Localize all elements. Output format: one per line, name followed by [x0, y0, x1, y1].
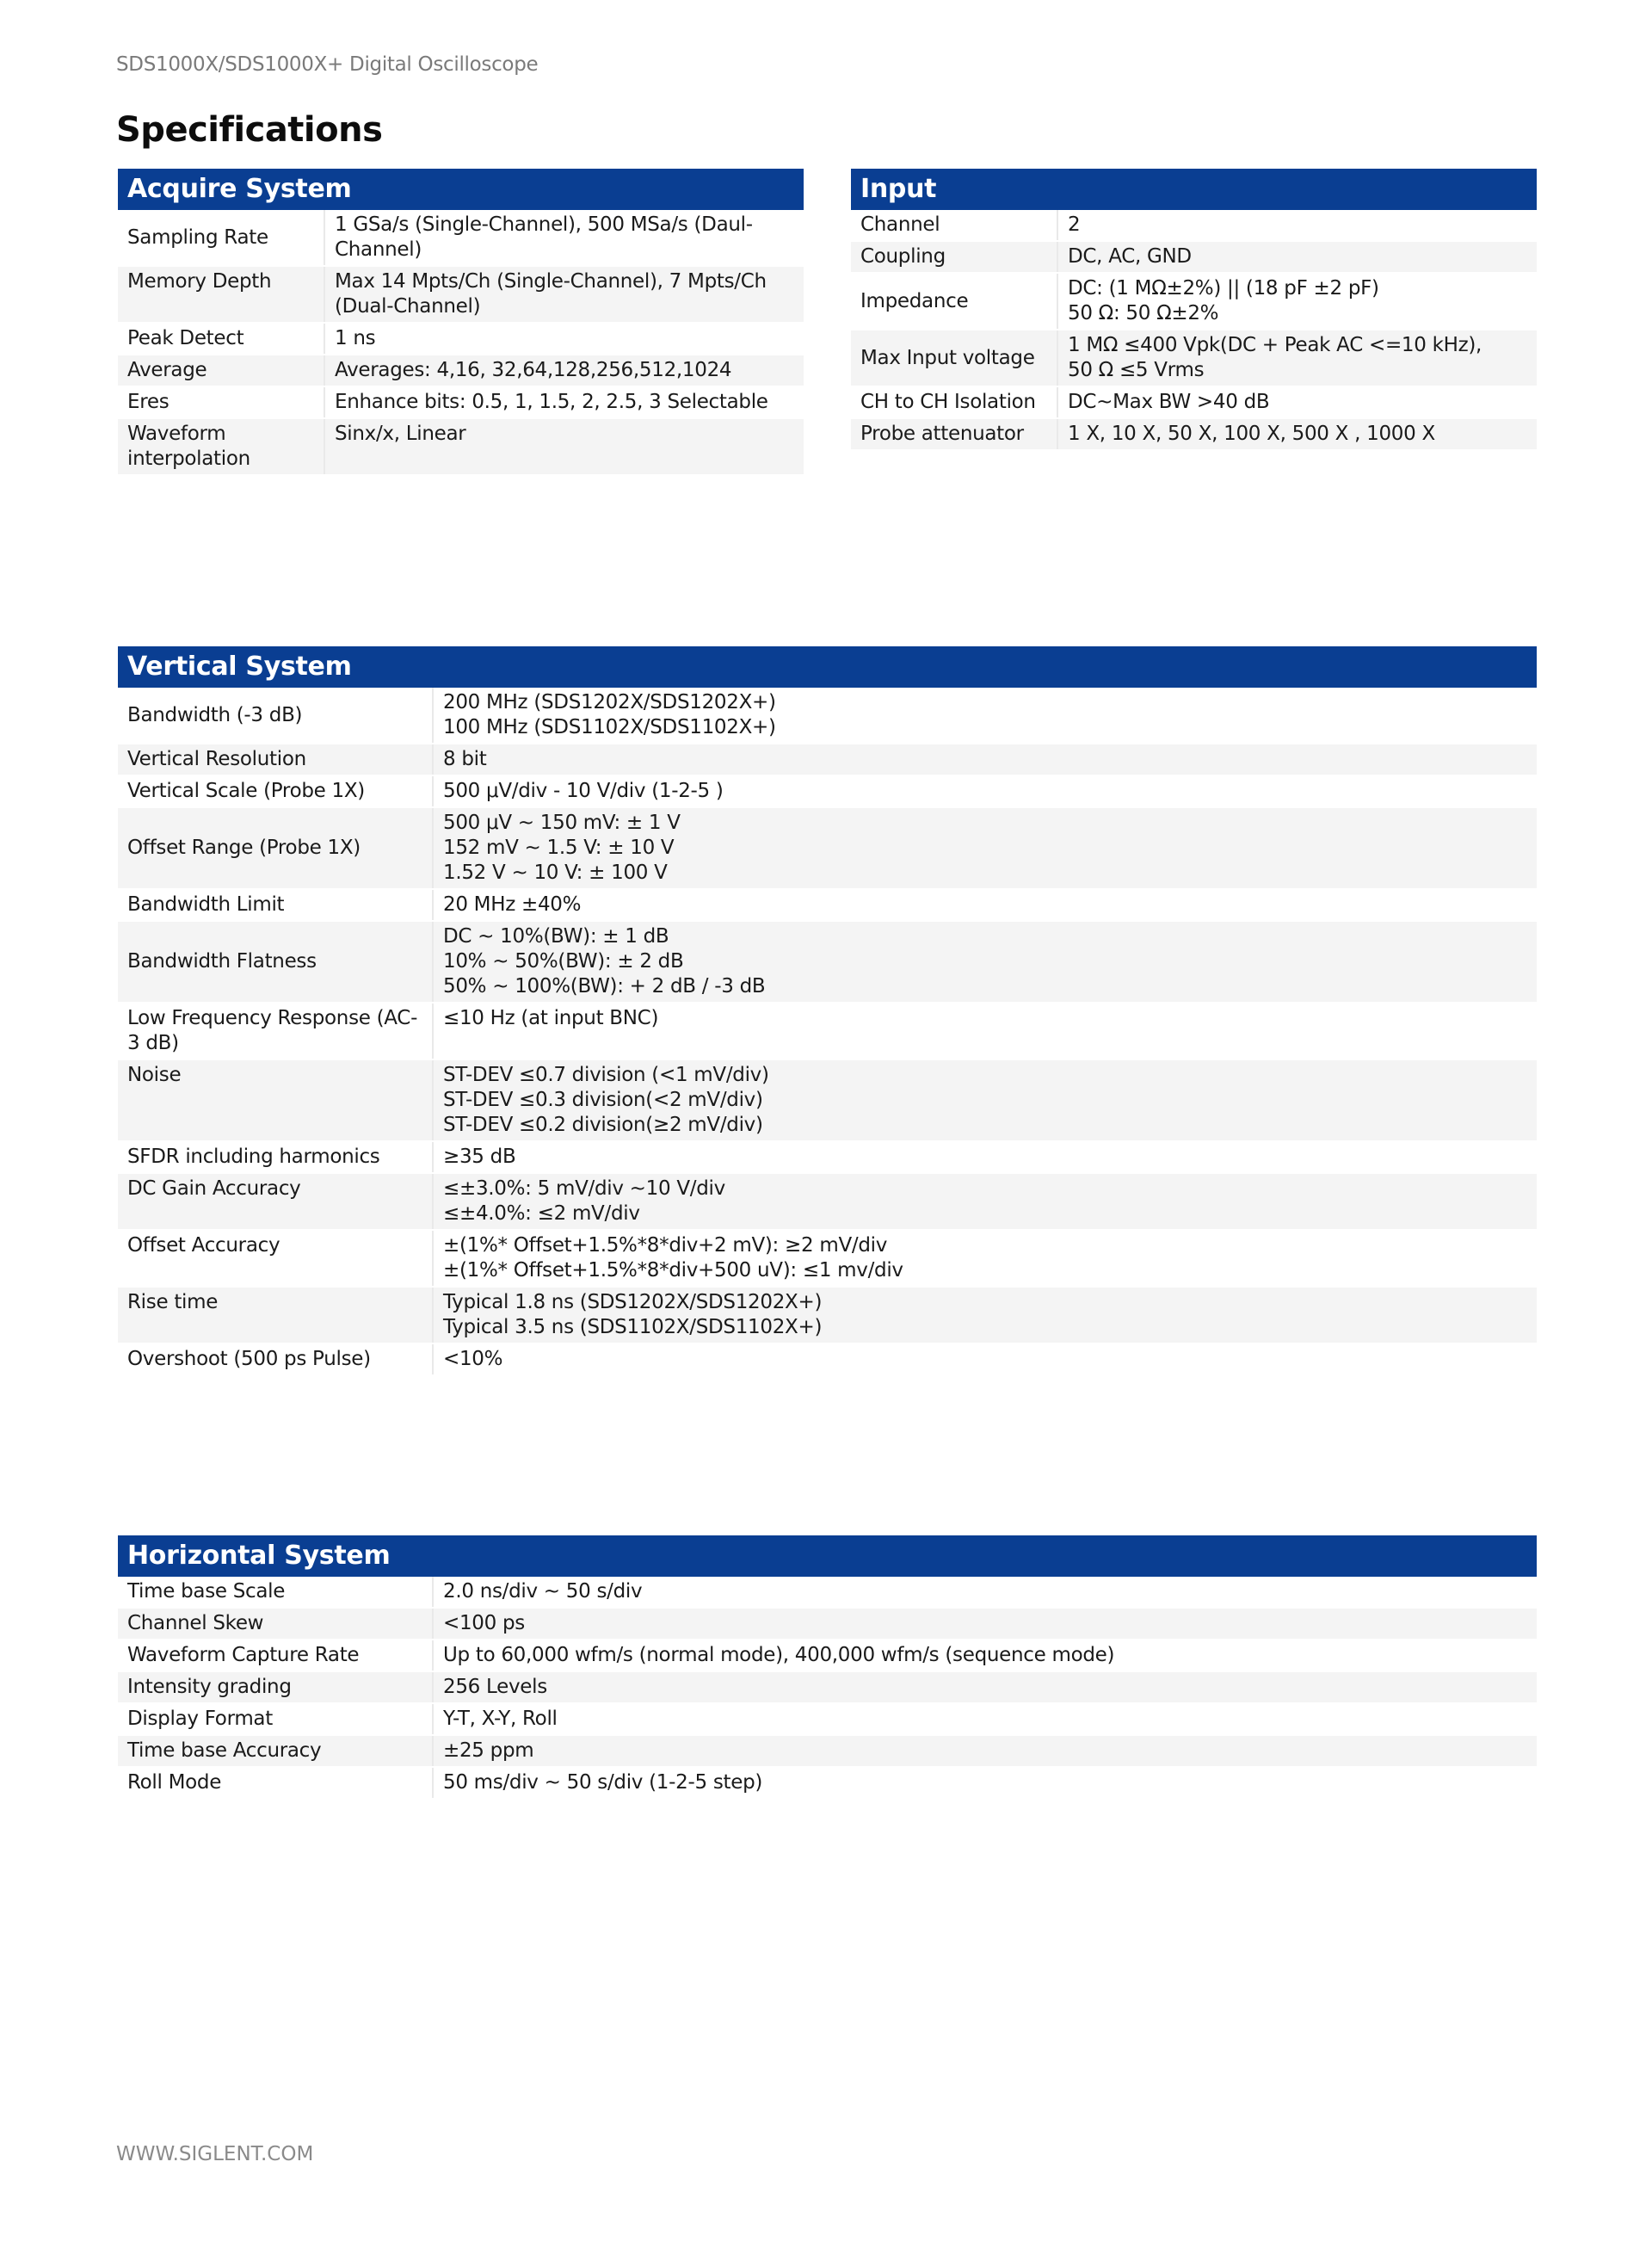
spec-value — [433, 1230, 1537, 1287]
spec-value-line: Y-T, X-Y, Roll — [443, 1708, 558, 1730]
spec-value-line: 1 GSa/s (Single-Channel), 500 MSa/s (Daul-Channel) — [335, 213, 753, 261]
spec-label: Impedance — [851, 273, 1057, 330]
section-title: Acquire System — [118, 169, 804, 210]
spec-label: Average — [118, 355, 324, 386]
spec-row — [118, 1173, 1537, 1230]
spec-row — [118, 1343, 1537, 1375]
spec-value — [1057, 241, 1537, 273]
spec-value — [1057, 210, 1537, 241]
spec-label: Bandwidth Flatness — [118, 921, 433, 1003]
spec-label: Max Input voltage — [851, 330, 1057, 386]
spec-label: DC Gain Accuracy — [118, 1173, 433, 1230]
spec-label: Bandwidth Limit — [118, 889, 433, 921]
spec-value-line: 500 μV/div - 10 V/div (1-2-5 ) — [443, 780, 724, 802]
spec-value — [433, 1059, 1537, 1141]
spec-value-line: ST-DEV ≤0.2 division(≥2 mV/div) — [443, 1114, 763, 1136]
spec-row — [851, 273, 1537, 330]
spec-value-line: ST-DEV ≤0.3 division(<2 mV/div) — [443, 1089, 763, 1111]
spec-label: Memory Depth — [118, 266, 324, 323]
spec-value-line: DC: (1 MΩ±2%) || (18 pF ±2 pF) — [1068, 277, 1379, 300]
spec-label: Peak Detect — [118, 323, 324, 355]
spec-value-line: ±25 ppm — [443, 1739, 534, 1762]
spec-value-line: Up to 60,000 wfm/s (normal mode), 400,000 wfm/s (sequence mode) — [443, 1644, 1115, 1666]
spec-value — [433, 1671, 1537, 1703]
spec-label: Offset Range (Probe 1X) — [118, 807, 433, 889]
spec-value — [1057, 330, 1537, 386]
spec-row — [118, 1608, 1537, 1640]
section-title: Horizontal System — [118, 1535, 1537, 1577]
spec-value-line: 1 ns — [335, 327, 376, 349]
spec-row — [118, 1671, 1537, 1703]
spec-row — [118, 775, 1537, 807]
spec-value-line: DC~Max BW >40 dB — [1068, 391, 1270, 413]
spec-label: Time base Scale — [118, 1577, 433, 1608]
spec-label: Offset Accuracy — [118, 1230, 433, 1287]
spec-value-line: 256 Levels — [443, 1676, 547, 1698]
spec-value-line: Sinx/x, Linear — [335, 423, 466, 445]
spec-value-line: ≤10 Hz (at input BNC) — [443, 1007, 659, 1029]
section-title: Vertical System — [118, 646, 1537, 688]
spec-label: Channel Skew — [118, 1608, 433, 1640]
spec-value — [433, 1608, 1537, 1640]
spec-label: Bandwidth (-3 dB) — [118, 688, 433, 744]
spec-row — [851, 386, 1537, 418]
horizontal-system-section — [118, 1535, 1537, 1800]
spec-value-line: 100 MHz (SDS1102X/SDS1102X+) — [443, 716, 776, 738]
spec-label: Waveform Capture Rate — [118, 1640, 433, 1671]
spec-row — [118, 807, 1537, 889]
spec-label: Noise — [118, 1059, 433, 1141]
spec-row — [118, 1141, 1537, 1173]
spec-value-line: Averages: 4,16, 32,64,128,256,512,1024 — [335, 359, 732, 381]
document-header: SDS1000X/SDS1000X+ Digital Oscilloscope — [116, 53, 539, 76]
spec-value — [433, 889, 1537, 921]
spec-value — [324, 210, 804, 266]
spec-label: SFDR including harmonics — [118, 1141, 433, 1173]
spec-label: Eres — [118, 386, 324, 418]
spec-value-line: ±(1%* Offset+1.5%*8*div+2 mV): ≥2 mV/div — [443, 1234, 888, 1257]
spec-value — [433, 1640, 1537, 1671]
spec-value — [433, 1003, 1537, 1059]
spec-value-line: Typical 3.5 ns (SDS1102X/SDS1102X+) — [443, 1316, 823, 1338]
spec-value-line: <10% — [443, 1348, 503, 1370]
spec-label: Probe attenuator — [851, 418, 1057, 450]
footer-website: WWW.SIGLENT.COM — [116, 2143, 314, 2165]
spec-value-line: ±(1%* Offset+1.5%*8*div+500 uV): ≤1 mv/div — [443, 1259, 903, 1282]
spec-value-line: 50 Ω ≤5 Vrms — [1068, 359, 1205, 381]
spec-row — [851, 330, 1537, 386]
spec-row — [118, 744, 1537, 775]
spec-label: Low Frequency Response (AC-3 dB) — [118, 1003, 433, 1059]
spec-value — [1057, 273, 1537, 330]
spec-value-line: <100 ps — [443, 1612, 525, 1634]
spec-value-line: 50% ~ 100%(BW): + 2 dB / -3 dB — [443, 975, 766, 997]
spec-table — [118, 688, 1537, 1376]
spec-table — [851, 210, 1537, 451]
spec-value-line: 1 MΩ ≤400 Vpk(DC + Peak AC <=10 kHz), — [1068, 334, 1482, 356]
spec-value-line: DC, AC, GND — [1068, 245, 1192, 268]
spec-value-line: DC ~ 10%(BW): ± 1 dB — [443, 925, 669, 948]
spec-value — [433, 1577, 1537, 1608]
spec-value-line: Enhance bits: 0.5, 1, 1.5, 2, 2.5, 3 Selectable — [335, 391, 768, 413]
spec-row — [118, 688, 1537, 744]
spec-value — [433, 1343, 1537, 1375]
spec-value-line: ≤±3.0%: 5 mV/div ~10 V/div — [443, 1177, 725, 1200]
spec-value-line: 2 — [1068, 213, 1081, 236]
spec-table — [118, 1577, 1537, 1800]
spec-row — [118, 323, 804, 355]
spec-value — [1057, 418, 1537, 450]
spec-row — [118, 418, 804, 475]
spec-row — [118, 1703, 1537, 1735]
spec-value — [433, 921, 1537, 1003]
spec-value — [433, 1141, 1537, 1173]
spec-value-line: ST-DEV ≤0.7 division (<1 mV/div) — [443, 1064, 769, 1086]
spec-value-line: Typical 1.8 ns (SDS1202X/SDS1202X+) — [443, 1291, 823, 1313]
spec-row — [851, 241, 1537, 273]
spec-value-line: 50 ms/div ~ 50 s/div (1-2-5 step) — [443, 1771, 763, 1794]
spec-row — [118, 889, 1537, 921]
spec-label: CH to CH Isolation — [851, 386, 1057, 418]
spec-row — [851, 418, 1537, 450]
spec-row — [118, 210, 804, 266]
spec-value — [433, 1767, 1537, 1799]
spec-label: Channel — [851, 210, 1057, 241]
spec-label: Vertical Scale (Probe 1X) — [118, 775, 433, 807]
spec-value — [433, 1703, 1537, 1735]
spec-row — [118, 1287, 1537, 1343]
spec-value-line: Max 14 Mpts/Ch (Single-Channel), 7 Mpts/Ch (Dual-Channel) — [335, 270, 767, 318]
spec-row — [118, 386, 804, 418]
input-section — [851, 169, 1537, 451]
spec-value-line: 10% ~ 50%(BW): ± 2 dB — [443, 950, 684, 973]
spec-value — [324, 418, 804, 475]
spec-label: Sampling Rate — [118, 210, 324, 266]
spec-table — [118, 210, 804, 476]
spec-value-line: 50 Ω: 50 Ω±2% — [1068, 302, 1219, 324]
spec-value-line: 1.52 V ~ 10 V: ± 100 V — [443, 862, 668, 884]
spec-value-line: ≤±4.0%: ≤2 mV/div — [443, 1202, 640, 1225]
page-title: Specifications — [116, 110, 383, 150]
spec-row — [851, 210, 1537, 241]
spec-value-line: 200 MHz (SDS1202X/SDS1202X+) — [443, 691, 776, 713]
spec-row — [118, 1003, 1537, 1059]
spec-label: Display Format — [118, 1703, 433, 1735]
spec-label: Time base Accuracy — [118, 1735, 433, 1767]
acquire-system-section — [118, 169, 804, 476]
spec-value — [433, 1173, 1537, 1230]
spec-value-line: 152 mV ~ 1.5 V: ± 10 V — [443, 837, 675, 859]
spec-row — [118, 921, 1537, 1003]
vertical-system-section — [118, 646, 1537, 1376]
spec-value — [433, 807, 1537, 889]
spec-label: Roll Mode — [118, 1767, 433, 1799]
spec-row — [118, 1767, 1537, 1799]
spec-value-line: 500 μV ~ 150 mV: ± 1 V — [443, 812, 681, 834]
spec-value — [324, 386, 804, 418]
spec-row — [118, 266, 804, 323]
spec-label: Waveform interpolation — [118, 418, 324, 475]
spec-value-line: ≥35 dB — [443, 1146, 516, 1168]
spec-value — [433, 1287, 1537, 1343]
spec-row — [118, 1230, 1537, 1287]
spec-row — [118, 1640, 1537, 1671]
spec-label: Intensity grading — [118, 1671, 433, 1703]
spec-value-line: 1 X, 10 X, 50 X, 100 X, 500 X , 1000 X — [1068, 423, 1435, 445]
spec-label: Rise time — [118, 1287, 433, 1343]
spec-row — [118, 1059, 1537, 1141]
spec-value — [433, 1735, 1537, 1767]
spec-label: Coupling — [851, 241, 1057, 273]
spec-value-line: 8 bit — [443, 748, 487, 770]
spec-row — [118, 1735, 1537, 1767]
spec-label: Vertical Resolution — [118, 744, 433, 775]
spec-value-line: 20 MHz ±40% — [443, 893, 582, 916]
spec-value — [324, 323, 804, 355]
spec-value — [324, 355, 804, 386]
spec-label: Overshoot (500 ps Pulse) — [118, 1343, 433, 1375]
section-title: Input — [851, 169, 1537, 210]
spec-row — [118, 1577, 1537, 1608]
spec-value-line: 2.0 ns/div ~ 50 s/div — [443, 1580, 643, 1603]
spec-value — [433, 775, 1537, 807]
spec-value — [433, 744, 1537, 775]
spec-value — [324, 266, 804, 323]
spec-value — [1057, 386, 1537, 418]
spec-row — [118, 355, 804, 386]
spec-value — [433, 688, 1537, 744]
